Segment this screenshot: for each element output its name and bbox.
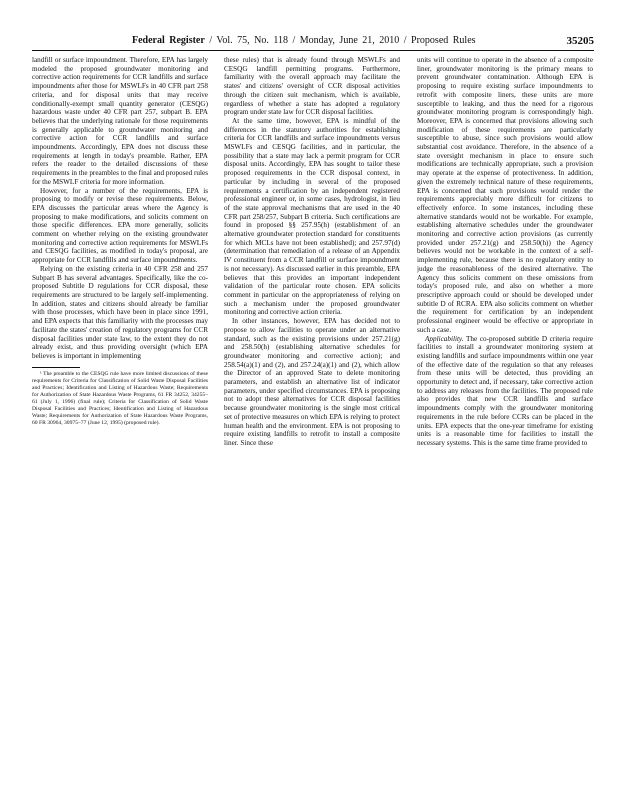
paragraph-text: However, for a number of the requirements, EPA is proposing to modify or revise these requirements. Below, EPA discusses the particular areas where the Agency is proposing to make modifications, and solicits comment on those specific differences. EPA more generally, solicits comment on whether relying on the existing groundwater monitoring and corrective action requirements for MSWLFs and CESQG facilities, as modified in today's proposal, are appropriate for CCR landfills and surface impoundments. xyxy=(32,186,208,265)
paragraph-text: At the same time, however, EPA is mindful of the differences in the statutory authorities for establishing criteria for CCR landfills and surface impoundments versus MSWLFs and CESQG facilities, and in particular, the possibility that a state may lack a permit program for CCR disposal units. Accordingly, EPA has sought to tailor these proposed requirements in the CCR disposal context, in particular by including in several of the proposed requirements a certification by an independent registered professional engineer or, in some cases, hydrologist, in lieu of the state approval mechanisms that are used in the 40 CFR part 258/257, Subpart B criteria. Such certifications are found in proposed §§ 257.95(h) (establishment of an alternative groundwater protection standard for constituents for which MCLs have not been established); and 257.97(d) (determination that remediation of a release of an Appendix IV constituent from a CCR landfill or surface impoundment is not necessary). As discussed earlier in this preamble, EPA believes that this provides an important independent validation of the particular route chosen. EPA solicits comment in particular on the appropriateness of relying on such a mechanism under the proposed groundwater monitoring and corrective action criteria. xyxy=(224,116,400,317)
paragraph xyxy=(224,117,400,317)
paragraph-text: landfill or surface impoundment. Therefore, EPA has largely modeled the proposed groundwater monitoring and corrective action requirements for CCR landfills and surface impoundments after those for MSWLFs in 40 CFR part 258 criteria, and for disposal units that may receive conditionally-exempt small quantity generator (CESQG) hazardous waste under 40 CFR part 257, subpart B. EPA believes that the underlying rationale for those requirements is generally applicable to groundwater monitoring and corrective action for CCR landfills and surface impoundments. Accordingly, EPA does not discuss these requirements at length in today's preamble. Rather, EPA refers the reader to the detailed discussions of these requirements in the preambles to the final and proposed rules for the MSWLF criteria for more information. xyxy=(32,56,208,186)
text-column-1 xyxy=(32,56,208,786)
column-2-body xyxy=(224,56,400,448)
paragraph-text: units will continue to operate in the absence of a composite liner, groundwater monitoring is the primary means to prevent groundwater contamination. Although EPA is proposing to require existing surface impoundments to retrofit with composite liners, these units are more susceptible to leaking, and thus the need for a rigorous groundwater monitoring program is correspondingly high. Moreover, EPA is concerned that provisions allowing such modification of these requirements are particularly susceptible to abuse, since such provisions would allow substantial cost avoidance. Therefore, in the absence of a state oversight mechanism in place to ensure such modifications are technically appropriate, such a provision may operate at the expense of protectiveness. In addition, given the extremely technical nature of these requirements, EPA is concerned that such provisions would render the requirements appreciably more difficult for citizens to effectively enforce. In some instances, including these alternative standards would not be workable. For example, establishing alternative schedules under the groundwater monitoring and corrective action provisions (as currently provided under 257.21(g) and 258.50(h)) the Agency believes would not be workable in the context of a self-implementing rule, because there is no regulatory entity to judge the reasonableness of the desired alternative. The Agency thus solicits comment on these omissions from today's proposed rule, and also on whether a more prescriptive approach could or should be developed under subtitle D of RCRA. EPA also solicits comment on whether the requirement for certification by an independent professional engineer would be effective or appropriate in such a case. xyxy=(417,56,593,334)
footnote: ¹ The preamble to the CESQG rule have more limited discussions of these requirements for Criteria for Classification of Solid Waste Disposal Facilities and Practices; Identification and Listing of Hazardous Waste; Requirements for Authorization of State Hazardous Waste Programs, 61 FR 34252, 34255–61 (July 1, 1996) (final rule); Criteria for Classification of Solid Waste Disposal Facilities and Practices; Identification and Listing of Hazardous Waste; Requirements for Authorization of State Hazardous Waste Programs, 60 FR 30964, 30975–77 (June 12, 1995) (proposed rule). xyxy=(32,370,208,427)
text-column-2 xyxy=(224,56,400,786)
paragraph-text: Relying on the existing criteria in 40 CFR 258 and 257 Subpart B has several advantages. Specifically, like the co-proposed Subtitle D regulations for CCR disposal, these requirements are structured to be largely self-implementing. In addition, states and citizens should already be familiar with those processes, which have been in place since 1991, and EPA expects that this familiarity with the processes may facilitate the states' creation of regulatory programs for CCR disposal facilities under state law, to the extent they do not already exist, and thus providing oversight (which EPA believes is important in implementing xyxy=(32,264,208,360)
header-rule xyxy=(32,50,594,51)
page-header xyxy=(32,34,594,48)
footnote-rule xyxy=(32,367,80,368)
inline-heading: Applicability. xyxy=(425,334,464,343)
paragraph-text: In other instances, however, EPA has decided not to propose to allow facilities to operate under an alternative standard, such as the existing provisions under 257.21(g) and 258.50(h) (establishing alternative schedules for groundwater monitoring and corrective action); and 258.54(a)(1) and (2), and 257.24(a)(1) and (2), which allow the Director of an approved State to delete monitoring parameters, and establish an alternative list of indicator parameters, under specified circumstances. EPA is proposing not to adopt these alternatives for CCR disposal facilities because groundwater monitoring is the single most critical set of protective measures on which EPA is relying to protect human health and the environment. EPA is not proposing to require existing landfills to retrofit to install a composite liner. Since these xyxy=(224,317,400,447)
paragraph xyxy=(32,56,208,187)
column-3-body xyxy=(417,56,593,448)
paragraph xyxy=(32,187,208,265)
paragraph xyxy=(417,56,593,335)
paragraph-text: The co-proposed subtitle D criteria require facilities to install a groundwater monitoring system at existing landfills and surface impoundments within one year of the effective date of the regulation so that any releases from these units will be detected, thus providing an opportunity to detect and, if necessary, take corrective action to address any releases from the facilities. The proposed rule also provides that new CCR landfills and surface impoundments comply with the groundwater monitoring requirements in the rule before CCRs can be placed in the units. EPA expects that the one-year timeframe for existing units is a reasonable time for facilities to install the necessary systems. This is the same time frame provided to xyxy=(417,334,593,447)
paragraph xyxy=(32,265,208,361)
paragraph xyxy=(224,317,400,448)
text-column-3 xyxy=(417,56,593,786)
running-head xyxy=(132,34,476,48)
issue-details: / Vol. 75, No. 118 / Monday, June 21, 2010 / Proposed Rules xyxy=(209,35,476,46)
page-number: 35205 xyxy=(566,35,594,47)
paragraph xyxy=(224,56,400,117)
column-1-body xyxy=(32,56,208,361)
publication-name: Federal Register xyxy=(132,35,205,46)
paragraph xyxy=(417,335,593,448)
paragraph-text: these rules) that is already found through MSWLFs and CESQG landfill permitting programs. Furthermore, familiarity with the overall approach may facilitate the states' and citizens' oversight of CCR disposal activities through the citizen suit mechanism, which is available, regardless of whether a state has adopted a regulatory program under state law for CCR disposal facilities. xyxy=(224,56,400,117)
